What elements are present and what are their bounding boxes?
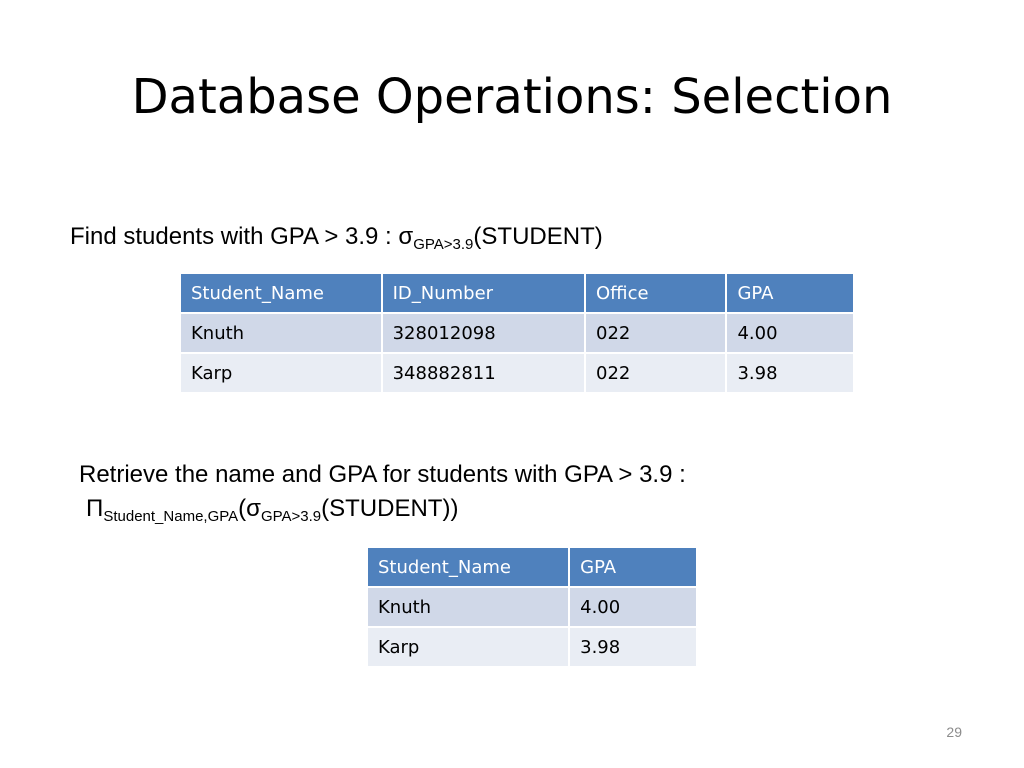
- table-cell: 022: [585, 313, 726, 353]
- table-cell: 328012098: [382, 313, 585, 353]
- table-cell: 3.98: [569, 627, 697, 667]
- table-cell: 4.00: [726, 313, 854, 353]
- table-cell: Karp: [180, 353, 382, 393]
- table-cell: Karp: [367, 627, 569, 667]
- table-header-row: [367, 547, 697, 587]
- table-cell: 022: [585, 353, 726, 393]
- table-row: [367, 587, 697, 627]
- projection-result-table: [366, 546, 698, 668]
- table-cell: Knuth: [180, 313, 382, 353]
- table-row: [180, 313, 854, 353]
- selection-open: (σ: [238, 495, 261, 522]
- projection-query-caption: Retrieve the name and GPA for students with GPA > 3.9 :: [79, 461, 686, 488]
- selection-query-caption: [70, 222, 603, 252]
- column-header-student-name: Student_Name: [180, 273, 382, 313]
- table-cell: 4.00: [569, 587, 697, 627]
- column-header-student-name: Student_Name: [367, 547, 569, 587]
- table-cell: 3.98: [726, 353, 854, 393]
- slide-title: Database Operations: Selection: [131, 69, 893, 125]
- projection-query-expression: [86, 494, 458, 524]
- selection-condition-subscript: GPA>3.9: [260, 508, 322, 525]
- selection-query-text: Find students with GPA > 3.9 : σ: [70, 223, 414, 250]
- column-header-gpa: GPA: [569, 547, 697, 587]
- table-row: [180, 353, 854, 393]
- column-header-office: Office: [585, 273, 726, 313]
- projection-attributes-subscript: Student_Name,GPA: [103, 508, 239, 525]
- page-number: 29: [946, 724, 962, 740]
- table-row: [367, 627, 697, 667]
- column-header-gpa: GPA: [726, 273, 854, 313]
- selection-result-table: [179, 272, 855, 394]
- selection-condition-subscript: GPA>3.9: [413, 236, 474, 253]
- table-cell: 348882811: [382, 353, 585, 393]
- selection-argument: (STUDENT): [473, 223, 603, 250]
- column-header-id-number: ID_Number: [382, 273, 585, 313]
- table-header-row: [180, 273, 854, 313]
- projection-symbol: Π: [86, 495, 104, 522]
- table-cell: Knuth: [367, 587, 569, 627]
- projection-argument: (STUDENT)): [321, 495, 459, 522]
